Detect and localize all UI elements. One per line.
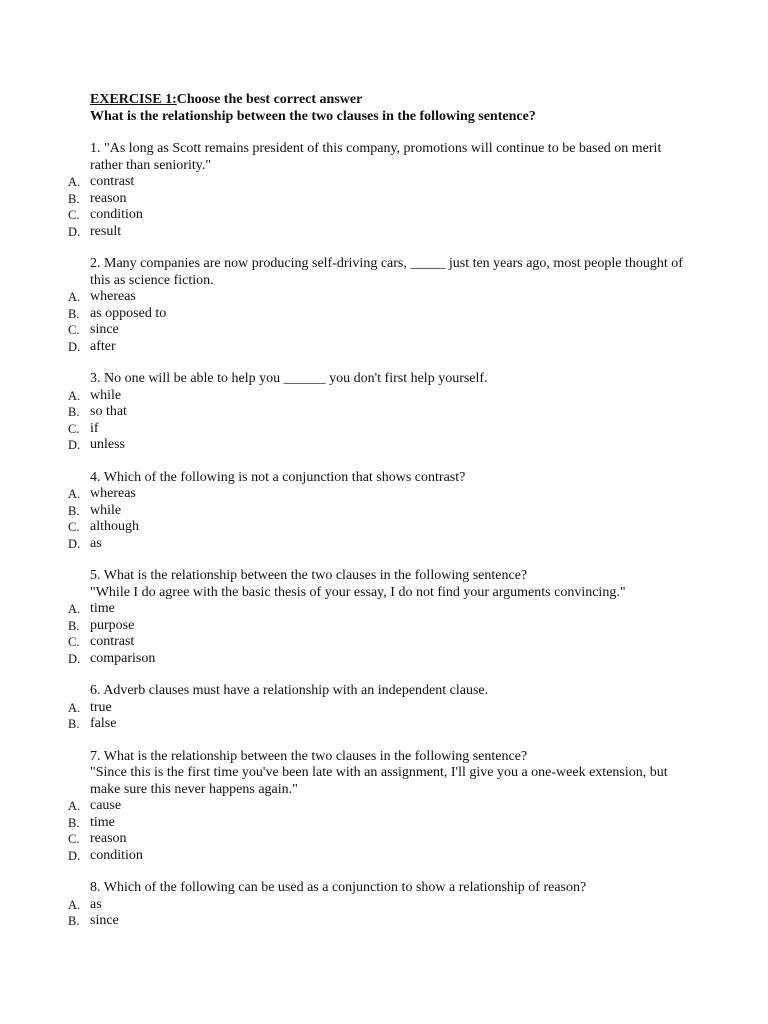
option-text: whereas xyxy=(90,289,136,304)
question-text-line: 6. Adverb clauses must have a relationship with an independent clause. xyxy=(90,683,489,698)
answer-option[interactable] xyxy=(0,634,768,651)
option-letter: A. xyxy=(68,487,81,501)
option-text: purpose xyxy=(90,617,135,633)
option-text: as xyxy=(90,896,102,912)
answer-option[interactable] xyxy=(0,913,768,930)
option-text: time xyxy=(90,601,115,616)
option-letter: D. xyxy=(68,438,81,452)
option-letter: B. xyxy=(68,717,80,731)
option-text: true xyxy=(90,699,112,715)
spacer xyxy=(0,667,768,683)
option-text: false xyxy=(90,716,117,731)
answer-option[interactable] xyxy=(0,848,768,865)
spacer xyxy=(0,733,768,749)
question-text-line: "While I do agree with the basic thesis of your essay, I do not find your arguments convincing." xyxy=(90,584,626,600)
exercise-heading xyxy=(0,92,768,109)
answer-option[interactable] xyxy=(0,716,768,733)
answer-option[interactable] xyxy=(0,651,768,668)
document-page xyxy=(0,92,768,930)
option-text: condition xyxy=(90,847,143,863)
option-text: since xyxy=(90,913,119,928)
question-text-line: 2. Many companies are now producing self-driving cars, _____ just ten years ago, most people thought of xyxy=(90,256,683,271)
answer-option[interactable] xyxy=(0,536,768,553)
option-letter: C. xyxy=(68,635,80,649)
option-letter: D. xyxy=(68,536,81,551)
answer-option[interactable] xyxy=(0,618,768,635)
answer-option[interactable] xyxy=(0,421,768,438)
question-5 xyxy=(0,568,768,667)
question-2 xyxy=(0,256,768,355)
option-letter: B. xyxy=(68,191,80,206)
question-text-line: "Since this is the first time you've been late with an assignment, I'll give you a one-week extension, but xyxy=(90,765,668,780)
option-letter: B. xyxy=(68,914,80,928)
option-letter: B. xyxy=(68,306,80,321)
option-text: since xyxy=(90,322,119,337)
option-letter: D. xyxy=(68,848,81,863)
spacer xyxy=(0,552,768,568)
answer-option[interactable] xyxy=(0,897,768,914)
question-text-line: 8. Which of the following can be used as a conjunction to show a relationship of reason? xyxy=(90,880,587,895)
option-letter: B. xyxy=(68,405,80,419)
answer-option[interactable] xyxy=(0,519,768,536)
option-letter: A. xyxy=(68,388,81,403)
answer-option[interactable] xyxy=(0,174,768,191)
answer-option[interactable] xyxy=(0,437,768,454)
option-text: time xyxy=(90,814,115,830)
spacer xyxy=(0,864,768,880)
question-text-line: rather than seniority." xyxy=(90,157,212,173)
answer-option[interactable] xyxy=(0,191,768,208)
question-3 xyxy=(0,371,768,454)
option-letter: B. xyxy=(68,618,80,633)
option-text: contrast xyxy=(90,174,135,189)
option-letter: D. xyxy=(68,224,81,239)
option-text: reason xyxy=(90,190,127,206)
answer-option[interactable] xyxy=(0,339,768,356)
option-text: as xyxy=(90,535,102,551)
exercise-label: EXERCISE 1: xyxy=(90,92,177,107)
exercise-subtitle: What is the relationship between the two clauses in the following sentence? xyxy=(90,108,536,124)
question-text-line: 1. "As long as Scott remains president of this company, promotions will continue to be based on merit xyxy=(90,141,662,156)
option-letter: C. xyxy=(68,323,80,337)
answer-option[interactable] xyxy=(0,831,768,848)
option-letter: A. xyxy=(68,602,81,616)
question-text-line: make sure this never happens again." xyxy=(90,781,298,797)
option-letter: A. xyxy=(68,897,81,912)
option-letter: C. xyxy=(68,832,80,846)
option-text: as opposed to xyxy=(90,305,167,321)
answer-option[interactable] xyxy=(0,486,768,503)
option-letter: A. xyxy=(68,799,81,813)
exercise-instruction: Choose the best correct answer xyxy=(176,92,363,107)
option-text: while xyxy=(90,387,122,403)
question-8 xyxy=(0,880,768,930)
spacer xyxy=(0,240,768,256)
question-text-line: this as science fiction. xyxy=(90,272,214,288)
question-1 xyxy=(0,141,768,240)
answer-option[interactable] xyxy=(0,207,768,224)
option-letter: C. xyxy=(68,208,80,222)
option-letter: B. xyxy=(68,503,80,518)
option-letter: A. xyxy=(68,175,81,189)
question-text-line: 4. Which of the following is not a conjunction that shows contrast? xyxy=(90,469,466,485)
answer-option[interactable] xyxy=(0,388,768,405)
option-text: after xyxy=(90,338,116,354)
question-6 xyxy=(0,683,768,733)
option-text: so that xyxy=(90,404,127,419)
spacer xyxy=(0,454,768,470)
question-7 xyxy=(0,749,768,865)
answer-option[interactable] xyxy=(0,289,768,306)
question-text-line: 5. What is the relationship between the two clauses in the following sentence? xyxy=(90,568,528,583)
option-text: comparison xyxy=(90,650,156,666)
option-letter: D. xyxy=(68,651,81,666)
answer-option[interactable] xyxy=(0,700,768,717)
answer-option[interactable] xyxy=(0,601,768,618)
question-list xyxy=(0,141,768,930)
answer-option[interactable] xyxy=(0,224,768,241)
option-letter: C. xyxy=(68,520,80,534)
option-text: while xyxy=(90,502,122,518)
answer-option[interactable] xyxy=(0,815,768,832)
option-letter: A. xyxy=(68,700,81,715)
option-text: if xyxy=(90,420,99,436)
answer-option[interactable] xyxy=(0,798,768,815)
question-text-line: 7. What is the relationship between the two clauses in the following sentence? xyxy=(90,748,528,764)
option-text: unless xyxy=(90,437,125,452)
option-letter: A. xyxy=(68,290,81,304)
answer-option[interactable] xyxy=(0,306,768,323)
spacer xyxy=(0,355,768,371)
option-text: result xyxy=(90,223,122,239)
option-text: contrast xyxy=(90,634,135,649)
option-text: reason xyxy=(90,831,127,846)
answer-option[interactable] xyxy=(0,404,768,421)
option-text: condition xyxy=(90,207,143,222)
option-letter: D. xyxy=(68,339,81,354)
option-text: cause xyxy=(90,798,122,813)
option-text: whereas xyxy=(90,486,136,501)
answer-option[interactable] xyxy=(0,322,768,339)
question-text-line: 3. No one will be able to help you ______ you don't first help yourself. xyxy=(90,371,488,386)
answer-option[interactable] xyxy=(0,503,768,520)
option-letter: C. xyxy=(68,421,80,436)
spacer xyxy=(0,125,768,141)
option-letter: B. xyxy=(68,815,80,830)
option-text: although xyxy=(90,519,139,534)
question-4 xyxy=(0,470,768,553)
